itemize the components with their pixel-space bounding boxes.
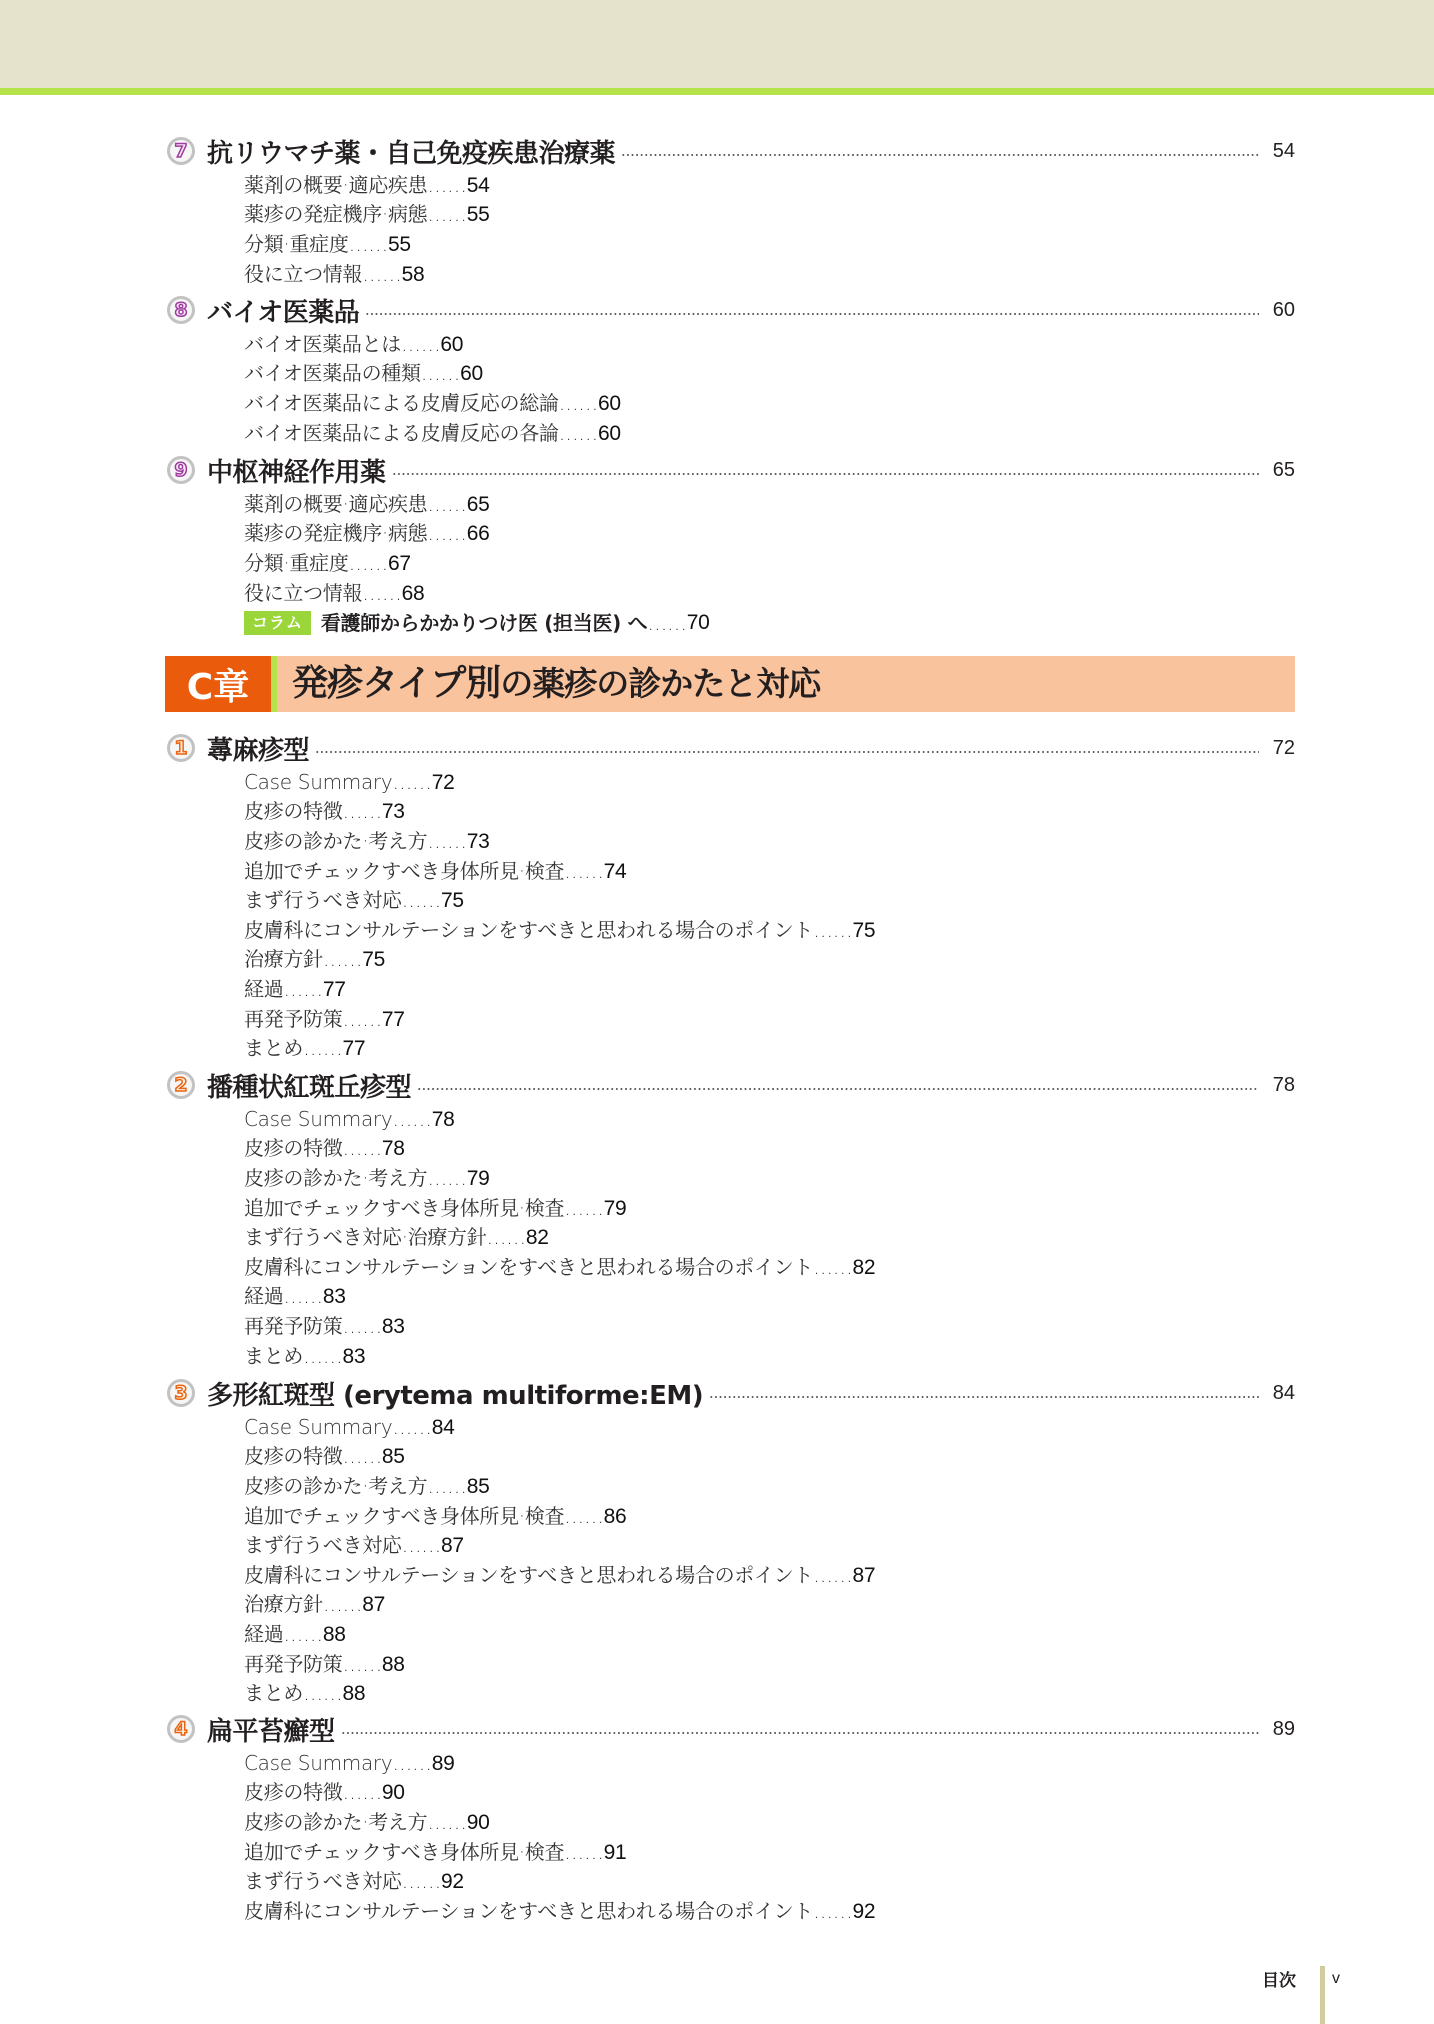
column-page: 70 bbox=[686, 611, 710, 634]
toc-entry-page: 60 bbox=[460, 362, 483, 386]
toc-entry-label: Case Summary bbox=[244, 1750, 393, 1775]
chapter-tab: C章 bbox=[165, 656, 271, 712]
toc-entry-page: 75 bbox=[852, 918, 876, 942]
toc-entry-dots: …… bbox=[283, 1284, 323, 1309]
toc-entry-page: 75 bbox=[362, 948, 385, 972]
toc-entry-label: 経過 bbox=[244, 1622, 284, 1646]
section-page-number: 89 bbox=[1272, 1717, 1295, 1740]
toc-entry-label: バイオ医薬品の種類 bbox=[244, 361, 421, 386]
toc-entry-page: 77 bbox=[381, 1007, 405, 1031]
toc-entry[interactable] bbox=[244, 490, 490, 518]
toc-entry[interactable] bbox=[244, 1472, 490, 1500]
toc-entry-dots: …… bbox=[342, 1651, 382, 1676]
toc-entry-page: 79 bbox=[603, 1196, 627, 1220]
toc-entry[interactable] bbox=[244, 797, 405, 825]
toc-entry[interactable] bbox=[244, 1838, 626, 1866]
toc-entry[interactable] bbox=[244, 1620, 346, 1648]
toc-entry[interactable] bbox=[244, 1134, 405, 1162]
toc-entry-label: 皮疹の特徴 bbox=[244, 1136, 343, 1161]
toc-entry-dots: …… bbox=[392, 769, 432, 794]
toc-entry-label: まとめ bbox=[244, 1681, 304, 1706]
toc-entry-dots: …… bbox=[362, 261, 402, 286]
toc-entry-page: 91 bbox=[603, 1840, 627, 1864]
toc-entry-page: 78 bbox=[431, 1107, 455, 1131]
toc-entry-dots: …… bbox=[558, 391, 599, 415]
section-page-number: 60 bbox=[1272, 298, 1295, 321]
toc-entry[interactable] bbox=[244, 200, 490, 228]
toc-entry-label: 経過 bbox=[244, 977, 284, 1001]
toc-entry-dots: …… bbox=[427, 829, 467, 853]
section-number-badge: 8 bbox=[167, 296, 195, 324]
dot-leader bbox=[417, 1088, 1259, 1090]
toc-entry-label: 皮疹の特徴 bbox=[244, 799, 343, 824]
toc-entry-label: 追加でチェックすべき身体所見·検査 bbox=[244, 1195, 565, 1220]
toc-entry-label: まず行うべき対応·治療方針 bbox=[244, 1225, 487, 1250]
toc-entry-dots: …… bbox=[401, 888, 442, 913]
toc-entry[interactable] bbox=[244, 916, 875, 944]
toc-entry-label: 再発予防策 bbox=[244, 1651, 343, 1676]
toc-entry[interactable] bbox=[244, 1312, 405, 1340]
toc-entry-label: バイオ医薬品による皮膚反応の各論 bbox=[244, 420, 559, 445]
toc-entry[interactable] bbox=[244, 1897, 875, 1925]
toc-entry-label: 薬剤の概要·適応疾患 bbox=[244, 491, 428, 516]
toc-entry-dots: …… bbox=[342, 1780, 382, 1805]
toc-entry-label: 分類·重症度 bbox=[244, 232, 349, 256]
section-number-badge: 2 bbox=[167, 1071, 195, 1099]
section-page-number: 65 bbox=[1272, 458, 1295, 481]
toc-entry-page: 87 bbox=[362, 1593, 385, 1617]
footer-label: 目次 bbox=[1262, 1971, 1296, 1991]
toc-entry[interactable] bbox=[244, 1679, 365, 1707]
toc-entry[interactable] bbox=[244, 419, 621, 447]
toc-entry-page: 77 bbox=[342, 1037, 366, 1061]
toc-entry[interactable] bbox=[244, 389, 621, 417]
toc-entry-dots: …… bbox=[427, 1474, 467, 1498]
toc-entry-page: 73 bbox=[466, 830, 490, 853]
toc-entry[interactable] bbox=[244, 1034, 365, 1062]
toc-entry-dots: …… bbox=[342, 1006, 382, 1031]
toc-entry-dots: …… bbox=[813, 1562, 853, 1587]
section-heading[interactable] bbox=[167, 1376, 1295, 1410]
toc-entry[interactable] bbox=[244, 1749, 455, 1777]
toc-entry-label: 皮疹の診かた·考え方 bbox=[244, 1810, 428, 1834]
toc-entry[interactable] bbox=[244, 945, 385, 973]
section-title: バイオ医薬品 bbox=[207, 297, 360, 328]
toc-entry-page: 88 bbox=[381, 1652, 405, 1676]
toc-entry[interactable] bbox=[244, 230, 411, 258]
toc-entry-page: 60 bbox=[598, 421, 621, 445]
toc-entry-label: 皮疹の診かた·考え方 bbox=[244, 829, 428, 853]
toc-entry-dots: …… bbox=[342, 1136, 382, 1161]
toc-entry-page: 55 bbox=[387, 233, 411, 256]
toc-entry-label: 皮疹の診かた·考え方 bbox=[244, 1474, 428, 1498]
toc-entry-dots: …… bbox=[427, 1810, 467, 1834]
toc-entry[interactable] bbox=[244, 1531, 464, 1559]
toc-entry-page: 92 bbox=[852, 1899, 876, 1923]
toc-entry-dots: …… bbox=[427, 172, 467, 197]
toc-entry-dots: …… bbox=[283, 1622, 323, 1646]
section-title: 播種状紅斑丘疹型 bbox=[207, 1072, 412, 1103]
toc-entry-dots: …… bbox=[813, 1898, 853, 1923]
toc-entry-dots: …… bbox=[813, 917, 853, 942]
toc-entry-label: 皮膚科にコンサルテーションをすべきと思われる場合のポイント bbox=[244, 917, 814, 942]
toc-entry-page: 73 bbox=[381, 800, 405, 824]
section-number-badge: 1 bbox=[167, 734, 195, 762]
toc-entry-page: 84 bbox=[431, 1415, 455, 1439]
chapter-separator bbox=[271, 656, 277, 712]
toc-entry-page: 66 bbox=[466, 522, 490, 546]
toc-entry[interactable] bbox=[244, 886, 464, 914]
toc-entry[interactable] bbox=[244, 1223, 549, 1251]
page-header-accent-line bbox=[0, 88, 1434, 95]
dot-leader bbox=[392, 473, 1259, 475]
toc-entry-page: 86 bbox=[603, 1504, 627, 1528]
section-title: 扁平苔癬型 bbox=[207, 1716, 335, 1747]
toc-entry-dots: …… bbox=[564, 1839, 604, 1864]
toc-entry-page: 65 bbox=[466, 492, 490, 516]
toc-entry-page: 54 bbox=[466, 173, 490, 197]
dot-leader bbox=[315, 751, 1259, 753]
toc-entry-page: 74 bbox=[603, 859, 627, 883]
toc-entry-page: 85 bbox=[466, 1475, 490, 1498]
toc-entry[interactable] bbox=[244, 1778, 405, 1806]
section-number-badge: 7 bbox=[167, 137, 195, 165]
section-heading[interactable] bbox=[167, 1712, 1295, 1746]
toc-entry[interactable] bbox=[244, 1413, 455, 1441]
toc-entry-label: まとめ bbox=[244, 1343, 304, 1368]
toc-entry-dots: …… bbox=[322, 1592, 363, 1617]
toc-entry-dots: …… bbox=[647, 611, 687, 635]
toc-entry-page: 82 bbox=[525, 1226, 549, 1250]
toc-entry-label: 再発予防策 bbox=[244, 1314, 343, 1338]
chapter-title bbox=[292, 656, 820, 712]
toc-entry-dots: …… bbox=[558, 420, 599, 445]
column-tag: コラム bbox=[244, 611, 311, 635]
toc-entry-dots: …… bbox=[348, 551, 388, 575]
toc-entry-label: バイオ医薬品とは bbox=[244, 331, 401, 356]
toc-entry[interactable] bbox=[244, 768, 455, 796]
toc-entry-label: まとめ bbox=[244, 1036, 304, 1061]
toc-entry-dots: …… bbox=[342, 799, 382, 824]
toc-entry-page: 79 bbox=[466, 1167, 490, 1190]
toc-entry-dots: …… bbox=[427, 1166, 467, 1190]
toc-entry-page: 83 bbox=[342, 1344, 366, 1368]
toc-entry-page: 88 bbox=[322, 1623, 346, 1646]
toc-entry-label: 再発予防策 bbox=[244, 1006, 343, 1031]
toc-entry-page: 83 bbox=[381, 1315, 405, 1338]
toc-entry[interactable] bbox=[244, 549, 411, 577]
section-title: 蕁麻疹型 bbox=[207, 735, 310, 766]
toc-entry-label: 皮膚科にコンサルテーションをすべきと思われる場合のポイント bbox=[244, 1254, 814, 1279]
toc-entry-page: 90 bbox=[466, 1811, 490, 1834]
toc-entry-label: まず行うべき対応 bbox=[244, 888, 402, 913]
toc-entry-dots: …… bbox=[564, 1503, 604, 1528]
toc-entry-label: 治療方針 bbox=[244, 947, 323, 972]
toc-entry-label: 皮疹の特徴 bbox=[244, 1780, 343, 1805]
toc-entry-page: 92 bbox=[441, 1870, 464, 1894]
toc-entry[interactable] bbox=[244, 1253, 875, 1281]
toc-entry-page: 85 bbox=[381, 1445, 405, 1469]
toc-entry-label: 皮疹の特徴 bbox=[244, 1444, 343, 1469]
section-title: 抗リウマチ薬・自己免疫疾患治療薬 bbox=[207, 138, 616, 169]
toc-entry[interactable] bbox=[244, 1808, 490, 1836]
section-page-number: 72 bbox=[1272, 736, 1295, 759]
toc-entry-dots: …… bbox=[420, 361, 461, 386]
toc-entry-label: バイオ医薬品による皮膚反応の総論 bbox=[244, 391, 559, 415]
toc-entry-page: 60 bbox=[440, 332, 464, 356]
toc-entry[interactable] bbox=[244, 1650, 405, 1678]
toc-entry-dots: …… bbox=[401, 1869, 442, 1894]
section-page-number: 54 bbox=[1272, 139, 1295, 162]
toc-entry[interactable] bbox=[244, 1164, 490, 1192]
toc-entry-dots: …… bbox=[564, 858, 604, 883]
section-number-badge: 3 bbox=[167, 1379, 195, 1407]
dot-leader bbox=[621, 154, 1259, 156]
toc-entry-dots: …… bbox=[392, 1414, 432, 1439]
toc-entry[interactable] bbox=[244, 330, 463, 358]
toc-entry[interactable] bbox=[244, 1005, 405, 1033]
toc-entry-page: 60 bbox=[598, 392, 621, 415]
toc-entry-dots: …… bbox=[303, 1681, 343, 1706]
page-header-band bbox=[0, 0, 1434, 88]
dot-leader bbox=[365, 313, 1259, 315]
toc-entry-page: 87 bbox=[441, 1534, 464, 1558]
toc-entry-label: 追加でチェックすべき身体所見·検査 bbox=[244, 858, 565, 883]
toc-entry-page: 55 bbox=[466, 203, 490, 227]
toc-entry[interactable] bbox=[244, 1442, 405, 1470]
toc-entry-label: Case Summary bbox=[244, 769, 393, 794]
section-page-number: 84 bbox=[1272, 1381, 1295, 1404]
toc-entry[interactable] bbox=[244, 1561, 875, 1589]
toc-entry-dots: …… bbox=[486, 1225, 526, 1250]
toc-entry[interactable] bbox=[244, 1590, 385, 1618]
toc-entry[interactable] bbox=[244, 1342, 365, 1370]
toc-entry-dots: …… bbox=[564, 1195, 604, 1220]
toc-entry-dots: …… bbox=[401, 331, 441, 356]
column-entry[interactable] bbox=[244, 609, 710, 637]
toc-entry[interactable] bbox=[244, 1194, 626, 1222]
footer-divider bbox=[1320, 1966, 1325, 2024]
toc-entry-label: 役に立つ情報 bbox=[244, 580, 363, 605]
toc-entry-dots: …… bbox=[283, 977, 323, 1001]
toc-entry-label: 追加でチェックすべき身体所見·検査 bbox=[244, 1503, 565, 1528]
toc-entry-page: 88 bbox=[342, 1682, 366, 1706]
toc-entry-label: Case Summary bbox=[244, 1414, 393, 1439]
toc-entry-label: 皮膚科にコンサルテーションをすべきと思われる場合のポイント bbox=[244, 1898, 814, 1923]
section-title: 中枢神経作用薬 bbox=[207, 457, 386, 488]
toc-entry-dots: …… bbox=[427, 202, 467, 227]
toc-entry-dots: …… bbox=[322, 947, 363, 972]
toc-entry-label: まず行うべき対応 bbox=[244, 1869, 402, 1894]
toc-entry-label: 薬疹の発症機序·病態 bbox=[244, 202, 428, 227]
section-heading[interactable] bbox=[167, 293, 1295, 327]
toc-entry[interactable] bbox=[244, 1105, 455, 1133]
toc-entry-label: 皮疹の診かた·考え方 bbox=[244, 1166, 428, 1190]
toc-entry-page: 75 bbox=[441, 889, 464, 913]
toc-entry-label: 分類·重症度 bbox=[244, 551, 349, 575]
toc-entry[interactable] bbox=[244, 1502, 626, 1530]
toc-entry-label: 薬疹の発症機序·病態 bbox=[244, 521, 428, 546]
toc-entry[interactable] bbox=[244, 171, 490, 199]
section-heading[interactable] bbox=[167, 453, 1295, 487]
toc-entry-page: 82 bbox=[852, 1255, 876, 1279]
toc-entry-dots: …… bbox=[342, 1314, 382, 1338]
toc-entry[interactable] bbox=[244, 1282, 346, 1310]
column-text: 看護師からかかりつけ医 (担当医) へ bbox=[320, 611, 648, 635]
toc-entry-dots: …… bbox=[813, 1254, 853, 1279]
toc-entry-label: Case Summary bbox=[244, 1106, 393, 1131]
toc-entry-label: 治療方針 bbox=[244, 1592, 323, 1617]
toc-entry-label: 皮膚科にコンサルテーションをすべきと思われる場合のポイント bbox=[244, 1562, 814, 1587]
toc-entry-dots: …… bbox=[303, 1036, 343, 1061]
toc-entry-dots: …… bbox=[303, 1343, 343, 1368]
section-heading[interactable] bbox=[167, 134, 1295, 168]
section-number-badge: 9 bbox=[167, 456, 195, 484]
toc-entry[interactable] bbox=[244, 519, 490, 547]
toc-entry-dots: …… bbox=[392, 1106, 432, 1131]
toc-entry-page: 90 bbox=[381, 1781, 405, 1805]
toc-entry-label: 薬剤の概要·適応疾患 bbox=[244, 172, 428, 197]
toc-entry-page: 58 bbox=[401, 262, 425, 286]
toc-entry[interactable] bbox=[244, 827, 490, 855]
toc-entry-dots: …… bbox=[348, 232, 388, 256]
dot-leader bbox=[341, 1732, 1259, 1734]
toc-entry-dots: …… bbox=[342, 1444, 382, 1469]
toc-entry-dots: …… bbox=[427, 521, 467, 546]
toc-entry-page: 67 bbox=[387, 552, 411, 575]
toc-entry[interactable] bbox=[244, 1867, 464, 1895]
toc-entry-page: 89 bbox=[431, 1751, 455, 1775]
section-page-number: 78 bbox=[1272, 1073, 1295, 1096]
toc-entry[interactable] bbox=[244, 975, 346, 1003]
chapter-title-rest: の薬疹の診かたと対応 bbox=[500, 664, 821, 703]
toc-entry-page: 72 bbox=[431, 770, 455, 794]
toc-entry[interactable] bbox=[244, 359, 483, 387]
toc-entry-page: 83 bbox=[322, 1285, 346, 1309]
toc-entry-page: 87 bbox=[852, 1563, 876, 1587]
chapter-title-bold: 発疹タイプ別 bbox=[292, 663, 501, 704]
toc-entry-dots: …… bbox=[427, 491, 467, 516]
toc-entry[interactable] bbox=[244, 579, 424, 607]
toc-entry[interactable] bbox=[244, 260, 424, 288]
toc-entry-dots: …… bbox=[401, 1533, 442, 1558]
dot-leader bbox=[709, 1396, 1259, 1398]
section-title: 多形紅斑型 (erytema multiforme:EM) bbox=[207, 1380, 704, 1411]
toc-entry-label: まず行うべき対応 bbox=[244, 1533, 402, 1558]
footer-page-number: v bbox=[1332, 1970, 1340, 1987]
toc-entry-page: 68 bbox=[401, 581, 425, 605]
section-heading[interactable] bbox=[167, 1068, 1295, 1102]
toc-entry-dots: …… bbox=[392, 1750, 432, 1775]
toc-entry-page: 77 bbox=[322, 978, 346, 1001]
toc-entry-page: 78 bbox=[381, 1137, 405, 1161]
toc-entry-dots: …… bbox=[362, 580, 402, 605]
section-heading[interactable] bbox=[167, 731, 1295, 765]
toc-entry-label: 追加でチェックすべき身体所見·検査 bbox=[244, 1839, 565, 1864]
toc-entry[interactable] bbox=[244, 857, 626, 885]
toc-entry-label: 経過 bbox=[244, 1284, 284, 1309]
section-number-badge: 4 bbox=[167, 1715, 195, 1743]
toc-entry-label: 役に立つ情報 bbox=[244, 261, 363, 286]
